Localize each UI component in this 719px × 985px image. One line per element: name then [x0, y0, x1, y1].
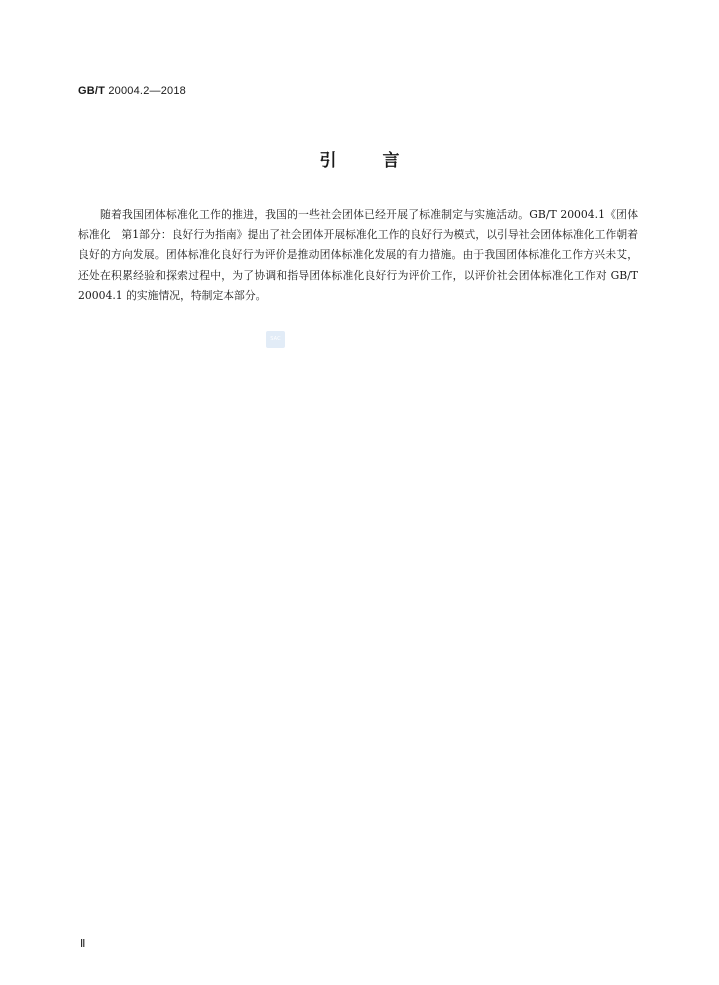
introduction-paragraph: 随着我国团体标准化工作的推进，我国的一些社会团体已经开展了标准制定与实施活动。GB/T 20004.1《团体标准化 第1部分：良好行为指南》提出了社会团体开展标准化工作的良好行为模式，以引导社会团体标准化工作朝着良好的方向发展。团体标准化良好行为评价是推动团体标准化发展的有力措施。由于我国团体标准化工作方兴未艾，还处在积累经验和探索过程中，为了协调和指导团体标准化良好行为评价工作，以评价社会团体标准化工作对 GB/T 20004.1 的实施情况，特制定本部分。 — [78, 208, 638, 302]
standard-prefix: GB/T — [78, 85, 106, 97]
standard-number: 20004.2—2018 — [108, 85, 186, 97]
watermark-logo: SAC — [266, 331, 285, 348]
page-title: 引言 — [319, 151, 446, 171]
page-number: Ⅱ — [80, 938, 86, 950]
standard-identifier — [78, 85, 186, 97]
